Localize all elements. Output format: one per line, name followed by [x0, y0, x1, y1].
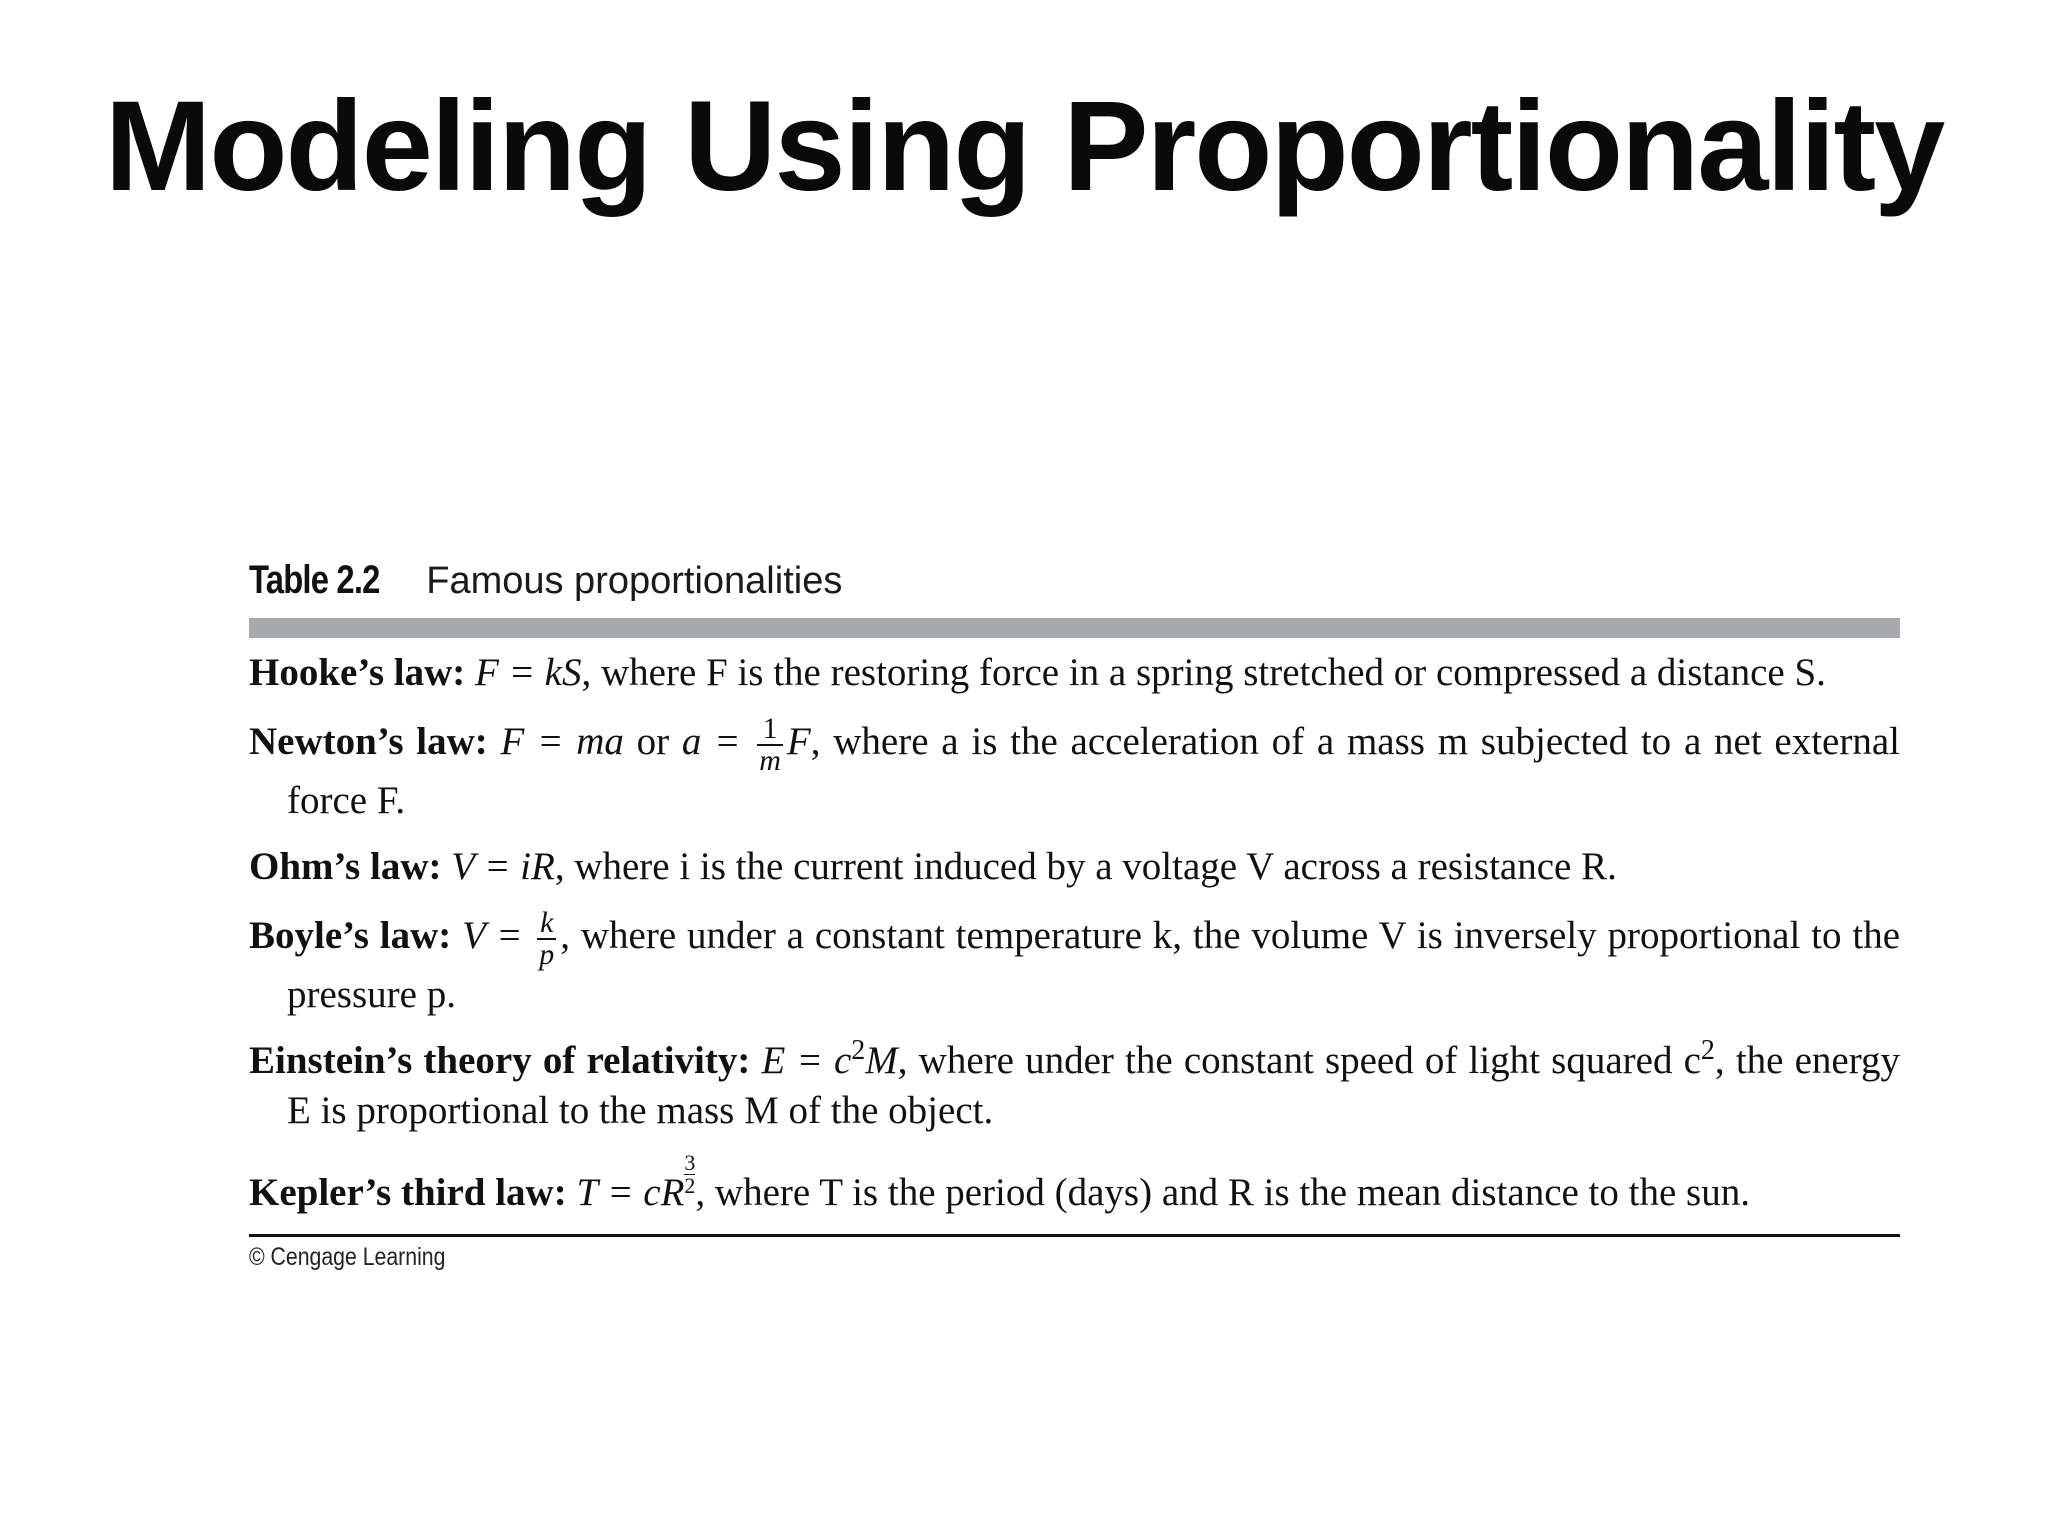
exponent-numerator: 3: [684, 1150, 696, 1175]
proportionality-table: [249, 550, 1900, 1272]
entry-text: , where under the constant speed of light squared c: [897, 1039, 1701, 1082]
entry-formula-right: F: [786, 719, 811, 763]
entry-text: , where T is the period (days) and R is the mean distance to the sun.: [695, 1171, 1750, 1214]
fraction-denominator: m: [759, 744, 781, 777]
copyright-credit: © Cengage Learning: [249, 1243, 446, 1271]
fraction-numerator: k: [537, 908, 556, 940]
slide-title: Modeling Using Proportionality: [104, 75, 1944, 218]
entry-keplers-third-law: [249, 1152, 1900, 1218]
entry-text: , where under a constant temperature k, the volume V is inversely proportional to the pressure p.: [287, 913, 1901, 1016]
entry-name: Hooke’s law:: [249, 651, 466, 694]
entry-name: Kepler’s third law:: [249, 1171, 567, 1214]
text-exponent: 2: [1700, 1035, 1715, 1066]
entry-name: Einstein’s theory of relativity:: [249, 1039, 751, 1082]
table-bottom-rule: [249, 1234, 1900, 1237]
entry-text: , where a is the acceleration of a mass m subjected to a net external force F.: [287, 719, 1901, 822]
entry-text: , where i is the current induced by a voltage V across a resistance R.: [554, 845, 1617, 888]
entry-or: or: [636, 719, 670, 763]
entry-name: Newton’s law:: [249, 719, 488, 763]
table-label: Table 2.2: [249, 558, 380, 602]
entry-newtons-law: [249, 714, 1900, 826]
entry-formula-right: M: [865, 1039, 898, 1082]
fractional-exponent: [684, 1152, 695, 1197]
table-title: Famous proportionalities: [426, 560, 843, 602]
entry-name: Ohm’s law:: [249, 845, 442, 888]
entry-formula-left: E = c: [761, 1039, 852, 1082]
entry-formula: F = kS: [475, 651, 582, 694]
fraction: [537, 908, 556, 970]
entry-formula: V = iR: [451, 845, 555, 888]
entry-hookes-law: [249, 648, 1900, 698]
entry-einsteins-relativity: [249, 1036, 1900, 1136]
table-top-rule: [249, 618, 1900, 638]
entry-formula-left: a =: [681, 719, 741, 763]
exponent-denominator: 2: [684, 1173, 696, 1198]
fraction-numerator: 1: [757, 714, 783, 746]
entry-text: , where F is the restoring force in a spring stretched or compressed a distance S.: [581, 651, 1826, 694]
entry-formula-left: V =: [462, 913, 523, 957]
table-caption: [249, 550, 1900, 610]
formula-exponent: 2: [851, 1035, 866, 1066]
entry-name: Boyle’s law:: [249, 913, 452, 957]
entry-boyles-law: [249, 908, 1900, 1020]
entry-formula-left: T = cR: [576, 1171, 685, 1214]
fraction: [757, 714, 783, 776]
entry-formula: F = ma: [500, 719, 624, 763]
entry-ohms-law: [249, 842, 1900, 892]
fraction-denominator: p: [539, 938, 555, 971]
entry-text-continued: , the energy E is proportional to the mass M of the object.: [287, 1039, 1901, 1132]
table-entries: [249, 648, 1900, 1218]
